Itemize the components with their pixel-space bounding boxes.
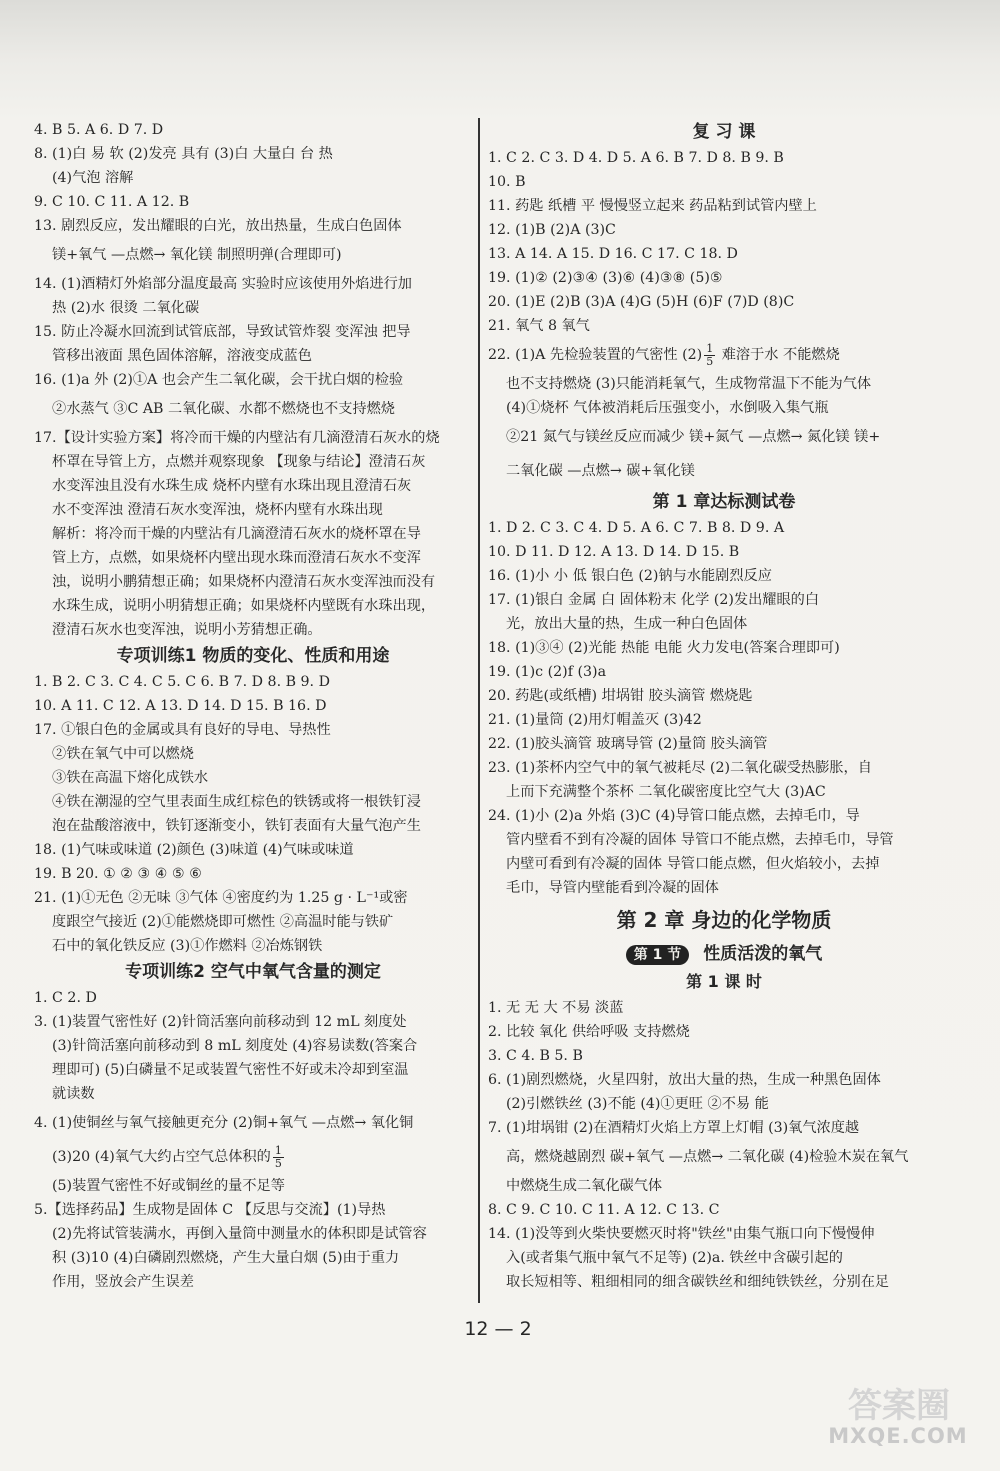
answer-text: 也不支持燃烧 (3)只能消耗氧气，生成物常温下不能为气体 xyxy=(506,376,872,392)
answer-text: ②铁在氧气中可以燃烧 xyxy=(52,746,194,762)
answer-text: 16. (1)小 小 低 银白色 (2)钠与水能剧烈反应 xyxy=(488,568,772,584)
answer-line xyxy=(488,708,960,732)
answer-text: 9. C 10. C 11. A 12. B xyxy=(34,194,190,210)
answer-line xyxy=(34,190,472,214)
answer-text: 10. A 11. C 12. A 13. D 14. D 15. B 16. D xyxy=(34,698,327,714)
section-heading-text: 性质活泼的氧气 xyxy=(703,944,823,964)
answer-line xyxy=(488,540,960,564)
answer-line xyxy=(488,828,960,852)
answer-text: (3)20 (4)氧气大约占空气总体积的 xyxy=(52,1149,271,1165)
fraction-numerator: 1 xyxy=(706,341,714,355)
answer-line xyxy=(34,790,472,814)
answer-text: 4. B 5. A 6. D 7. D xyxy=(34,122,164,138)
answer-text: 6. (1)剧烈燃烧，火星四射，放出大量的热，生成一种黑色固体 xyxy=(488,1072,881,1088)
fraction xyxy=(273,1145,284,1170)
answer-line xyxy=(488,1020,960,1044)
answer-line xyxy=(34,272,472,296)
answer-text: ③铁在高温下熔化成铁水 xyxy=(52,770,209,786)
answer-text: 12. (1)B (2)A (3)C xyxy=(488,222,616,238)
fraction-denominator: 5 xyxy=(274,1156,282,1170)
answer-text: 19. (1)c (2)f (3)a xyxy=(488,664,607,680)
answer-line xyxy=(488,194,960,218)
answer-line xyxy=(34,1034,472,1058)
answer-line xyxy=(34,118,472,142)
answer-text: 5.【选择药品】生成物是固体 C 【反思与交流】(1)导热 xyxy=(34,1202,386,1218)
watermark-logo: 答案圈 xyxy=(848,1386,950,1426)
answer-text: 14. (1)没等到火柴快要燃灭时将"铁丝"由集气瓶口向下慢慢伸 xyxy=(488,1226,875,1242)
answer-line xyxy=(34,238,472,272)
answer-text: 取长短相等、粗细相同的细含碳铁丝和细纯铁铁丝，分别在足 xyxy=(506,1274,890,1290)
answer-line xyxy=(34,594,472,618)
answer-text: 21. (1)量筒 (2)用灯帽盖灭 (3)42 xyxy=(488,712,702,728)
answer-text: 4. (1)使铜丝与氧气接触更充分 (2)铜+氧气 —点燃→ 氧化铜 xyxy=(34,1115,414,1131)
answer-line xyxy=(34,986,472,1010)
answer-line xyxy=(34,1058,472,1082)
answer-line xyxy=(488,146,960,170)
answer-text: 10. D 11. D 12. A 13. D 14. D 15. B xyxy=(488,544,740,560)
answer-line xyxy=(34,570,472,594)
answer-line xyxy=(34,694,472,718)
answer-text: 2. 比较 氧化 供给呼吸 支持燃烧 xyxy=(488,1024,690,1040)
answer-line xyxy=(488,588,960,612)
answer-line xyxy=(34,1174,472,1198)
answer-line xyxy=(34,814,472,838)
answer-line xyxy=(488,338,960,372)
answer-text: 理即可) (5)白磷量不足或装置气密性不好或未冷却到室温 xyxy=(52,1062,409,1078)
answer-line xyxy=(488,996,960,1020)
answer-line xyxy=(488,1068,960,1092)
answer-line xyxy=(488,1140,960,1174)
answer-line xyxy=(488,684,960,708)
answer-text: ④铁在潮湿的空气里表面生成红棕色的铁锈或将一根铁钉浸 xyxy=(52,794,421,810)
answer-text: 二氧化碳 —点燃→ 碳+氧化镁 xyxy=(506,463,695,479)
answer-text: 入(或者集气瓶中氧气不足等) (2)a. 铁丝中含碳引起的 xyxy=(506,1250,843,1266)
answer-text: 19. B 20. ① ② ③ ④ ⑤ ⑥ xyxy=(34,866,202,882)
answer-text: 17. (1)银白 金属 白 固体粉末 化学 (2)发出耀眼的白 xyxy=(488,592,820,608)
answer-text: 17. ①银白色的金属或具有良好的导电、导热性 xyxy=(34,722,331,738)
watermark-site-text: MXQE.COM xyxy=(828,1424,968,1448)
answer-text: 内壁可看到有冷凝的固体 导管口能点燃，但火焰较小，去掉 xyxy=(506,856,880,872)
section-heading xyxy=(488,968,960,996)
answer-text: 就读数 xyxy=(52,1086,95,1102)
answer-text: (2)引燃铁丝 (3)不能 (4)①更旺 ②不易 能 xyxy=(506,1096,769,1112)
answer-line xyxy=(34,718,472,742)
answer-line xyxy=(488,1092,960,1116)
answer-text: 光，放出大量的热，生成一种白色固体 xyxy=(506,616,748,632)
left-column xyxy=(34,118,472,1294)
answer-text: 20. 药匙(或纸槽) 坩埚钳 胶头滴管 燃烧匙 xyxy=(488,688,753,704)
answer-line xyxy=(488,242,960,266)
answer-line xyxy=(34,392,472,426)
answer-text: 高，燃烧越剧烈 碳+氧气 —点燃→ 二氧化碳 (4)检验木炭在氧气 xyxy=(506,1149,909,1165)
answer-text: (4)气泡 溶解 xyxy=(52,170,134,186)
answer-line xyxy=(34,838,472,862)
answer-line xyxy=(488,1116,960,1140)
answer-line xyxy=(488,290,960,314)
right-column xyxy=(488,118,960,1294)
answer-text: 21. 氧气 8 氧气 xyxy=(488,318,590,334)
answer-text: 镁+氧气 —点燃→ 氧化镁 制照明弹(合理即可) xyxy=(52,247,342,263)
fraction xyxy=(704,343,715,368)
answer-line xyxy=(34,910,472,934)
section-heading xyxy=(34,958,472,986)
answer-line xyxy=(34,474,472,498)
answer-text-continued: 难溶于水 不能燃烧 xyxy=(717,347,840,363)
answer-text: 1. 无 无 大 不易 淡蓝 xyxy=(488,1000,624,1016)
answer-line xyxy=(34,142,472,166)
answer-text: 石中的氧化铁反应 (3)①作燃料 ②冶炼钢铁 xyxy=(52,938,323,954)
answer-line xyxy=(488,852,960,876)
answer-text: 管移出液面 黑色固体溶解，溶液变成蓝色 xyxy=(52,348,312,364)
answer-text: 18. (1)气味或味道 (2)颜色 (3)味道 (4)气味或味道 xyxy=(34,842,354,858)
answer-line xyxy=(34,1106,472,1140)
answer-line xyxy=(34,320,472,344)
answer-text: 22. (1)A 先检验装置的气密性 (2) xyxy=(488,347,703,363)
section-heading-text: 专项训练1 物质的变化、性质和用途 xyxy=(116,646,390,666)
answer-text: 热 (2)水 很烫 二氧化碳 xyxy=(52,300,200,316)
answer-text: 1. B 2. C 3. C 4. C 5. C 6. B 7. D 8. B 9. D xyxy=(34,674,330,690)
answer-text: 3. C 4. B 5. B xyxy=(488,1048,583,1064)
section-heading-text: 第 2 章 身边的化学物质 xyxy=(616,908,832,932)
answer-text: 23. (1)茶杯内空气中的氧气被耗尽 (2)二氧化碳受热膨胀，自 xyxy=(488,760,872,776)
answer-text: 澄清石灰水也变浑浊，说明小芳猜想正确。 xyxy=(52,622,322,638)
answer-line xyxy=(34,368,472,392)
section-heading xyxy=(488,118,960,146)
answer-line xyxy=(488,564,960,588)
answer-line xyxy=(34,214,472,238)
section-badge: 第 1 节 xyxy=(626,945,690,965)
answer-text: 18. (1)③④ (2)光能 热能 电能 火力发电(答案合理即可) xyxy=(488,640,840,656)
answer-line xyxy=(34,1198,472,1222)
answer-line xyxy=(488,1222,960,1246)
answer-line xyxy=(34,1246,472,1270)
answer-text: 22. (1)胶头滴管 玻璃导管 (2)量筒 胶头滴管 xyxy=(488,736,768,752)
answer-line xyxy=(488,1270,960,1294)
answer-line xyxy=(488,396,960,420)
answer-line xyxy=(488,636,960,660)
answer-text: ②21 氮气与镁丝反应而减少 镁+氮气 —点燃→ 氮化镁 镁+ xyxy=(506,429,881,445)
answer-text: 毛巾，导管内壁能看到冷凝的固体 xyxy=(506,880,719,896)
section-heading-text: 第 1 课 时 xyxy=(686,972,762,991)
answer-line xyxy=(488,660,960,684)
answer-line xyxy=(34,618,472,642)
page-number: 12 — 2 xyxy=(464,1318,532,1340)
answer-line xyxy=(34,450,472,474)
answer-text: 11. 药匙 纸槽 平 慢慢竖立起来 药品粘到试管内壁上 xyxy=(488,198,817,214)
answer-line xyxy=(488,1198,960,1222)
answer-text: 水变浑浊且没有水珠生成 烧杯内壁有水珠出现且澄清石灰 xyxy=(52,478,412,494)
answer-text: 水不变浑浊 澄清石灰水变浑浊，烧杯内壁有水珠出现 xyxy=(52,502,383,518)
answer-text: 15. 防止冷凝水回流到试管底部，导致试管炸裂 变浑浊 把导 xyxy=(34,324,411,340)
answer-line xyxy=(488,804,960,828)
answer-text: 1. C 2. D xyxy=(34,990,97,1006)
answer-line xyxy=(34,934,472,958)
answer-line xyxy=(34,498,472,522)
answer-text: 管上方，点燃，如果烧杯内壁出现水珠而澄清石灰水不变浑 xyxy=(52,550,421,566)
answer-text: 19. (1)② (2)③④ (3)⑥ (4)③⑧ (5)⑤ xyxy=(488,270,723,286)
section-heading-text: 第 1 章达标测试卷 xyxy=(652,492,796,512)
answer-text: 8. C 9. C 10. C 11. A 12. C 13. C xyxy=(488,1202,720,1218)
answer-line xyxy=(34,862,472,886)
answer-line xyxy=(34,1140,472,1174)
answer-text: 1. D 2. C 3. C 4. D 5. A 6. C 7. B 8. D 9. A xyxy=(488,520,785,536)
answer-text: 作用，竖放会产生误差 xyxy=(52,1274,194,1290)
answer-line xyxy=(34,886,472,910)
answer-text: 泡在盐酸溶液中，铁钉逐渐变小，铁钉表面有大量气泡产生 xyxy=(52,818,421,834)
answer-line xyxy=(488,420,960,454)
answer-text: 浊，说明小鹏猜想正确；如果烧杯内澄清石灰水变浑浊而没有 xyxy=(52,574,436,590)
watermark xyxy=(812,1378,984,1458)
section-heading xyxy=(488,488,960,516)
answer-text: 14. (1)酒精灯外焰部分温度最高 实验时应该使用外焰进行加 xyxy=(34,276,412,292)
answer-text: 度跟空气接近 (2)①能燃烧即可燃性 ②高温时能与铁矿 xyxy=(52,914,394,930)
answer-text: 杯罩在导管上方，点燃并观察现象 【现象与结论】澄清石灰 xyxy=(52,454,426,470)
answer-line xyxy=(488,876,960,900)
answer-text: 10. B xyxy=(488,174,526,190)
answer-text: ②水蒸气 ③C AB 二氧化碳、水都不燃烧也不支持燃烧 xyxy=(52,401,395,417)
answer-line xyxy=(488,314,960,338)
answer-line xyxy=(488,1174,960,1198)
answer-text: 上而下充满整个茶杯 二氧化碳密度比空气大 (3)AC xyxy=(506,784,826,800)
answer-line xyxy=(488,612,960,636)
answer-line xyxy=(488,266,960,290)
answer-line xyxy=(34,522,472,546)
answer-line xyxy=(488,756,960,780)
section-heading-text: 复 习 课 xyxy=(692,122,756,142)
answer-text: 解析：将冷而干燥的内壁沾有几滴澄清石灰水的烧杯罩在导 xyxy=(52,526,421,542)
answer-text: 16. (1)a 外 (2)①A 也会产生二氧化碳，会干扰白烟的检验 xyxy=(34,372,404,388)
answer-line xyxy=(34,546,472,570)
answer-text: 13. 剧烈反应，发出耀眼的白光，放出热量，生成白色固体 xyxy=(34,218,402,234)
fraction-denominator: 5 xyxy=(706,354,714,368)
section-heading xyxy=(488,900,960,940)
answer-line xyxy=(34,670,472,694)
answer-text: 3. (1)装置气密性好 (2)针筒活塞向前移动到 12 mL 刻度处 xyxy=(34,1014,407,1030)
answer-text: 17.【设计实验方案】将冷而干燥的内壁沾有几滴澄清石灰水的烧 xyxy=(34,430,440,446)
answer-line xyxy=(488,218,960,242)
answer-text: 7. (1)坩埚钳 (2)在酒精灯火焰上方罩上灯帽 (3)氧气浓度越 xyxy=(488,1120,860,1136)
answer-text: 21. (1)①无色 ②无味 ③气体 ④密度约为 1.25 g · L⁻¹或密 xyxy=(34,890,408,906)
answer-line xyxy=(488,372,960,396)
answer-line xyxy=(34,1010,472,1034)
answer-text: 水珠生成，说明小明猜想正确；如果烧杯内壁既有水珠出现， xyxy=(52,598,436,614)
column-divider xyxy=(478,118,480,1303)
answer-text: 20. (1)E (2)B (3)A (4)G (5)H (6)F (7)D (8)C xyxy=(488,294,795,310)
answer-line xyxy=(34,344,472,368)
section-heading-text: 专项训练2 空气中氧气含量的测定 xyxy=(125,962,381,982)
answer-line xyxy=(488,516,960,540)
answer-line xyxy=(34,166,472,190)
answer-line xyxy=(488,1044,960,1068)
answer-line xyxy=(34,426,472,450)
answer-text: 8. (1)白 易 软 (2)发亮 具有 (3)白 大量白 台 热 xyxy=(34,146,333,162)
answer-line xyxy=(34,1270,472,1294)
answer-text: 管内壁看不到有冷凝的固体 导管口不能点燃，去掉毛巾，导管 xyxy=(506,832,894,848)
answer-line xyxy=(34,766,472,790)
answer-text: (3)针筒活塞向前移动到 8 mL 刻度处 (4)容易读数(答案合 xyxy=(52,1038,418,1054)
answer-line xyxy=(34,742,472,766)
answer-line xyxy=(488,454,960,488)
answer-line xyxy=(488,780,960,804)
answer-line xyxy=(488,732,960,756)
answer-text: (2)先将试管装满水，再倒入量筒中测量水的体积即是试管容 xyxy=(52,1226,427,1242)
answer-text: 24. (1)小 (2)a 外焰 (3)C (4)导管口能点燃，去掉毛巾，导 xyxy=(488,808,860,824)
answer-line xyxy=(34,1082,472,1106)
answer-text: 13. A 14. A 15. D 16. C 17. C 18. D xyxy=(488,246,738,262)
answer-text: (5)装置气密性不好或铜丝的量不足等 xyxy=(52,1178,285,1194)
answer-text: (4)①烧杯 气体被消耗后压强变小，水倒吸入集气瓶 xyxy=(506,400,829,416)
fraction-numerator: 1 xyxy=(274,1143,282,1157)
answer-line xyxy=(34,1222,472,1246)
answer-text: 中燃烧生成二氧化碳气体 xyxy=(506,1178,663,1194)
section-heading xyxy=(488,940,960,968)
answer-text: 积 (3)10 (4)白磷剧烈燃烧，产生大量白烟 (5)由于重力 xyxy=(52,1250,400,1266)
answer-line xyxy=(34,296,472,320)
answer-line xyxy=(488,170,960,194)
answer-line xyxy=(488,1246,960,1270)
answer-text: 1. C 2. C 3. D 4. D 5. A 6. B 7. D 8. B 9. B xyxy=(488,150,784,166)
section-heading xyxy=(34,642,472,670)
